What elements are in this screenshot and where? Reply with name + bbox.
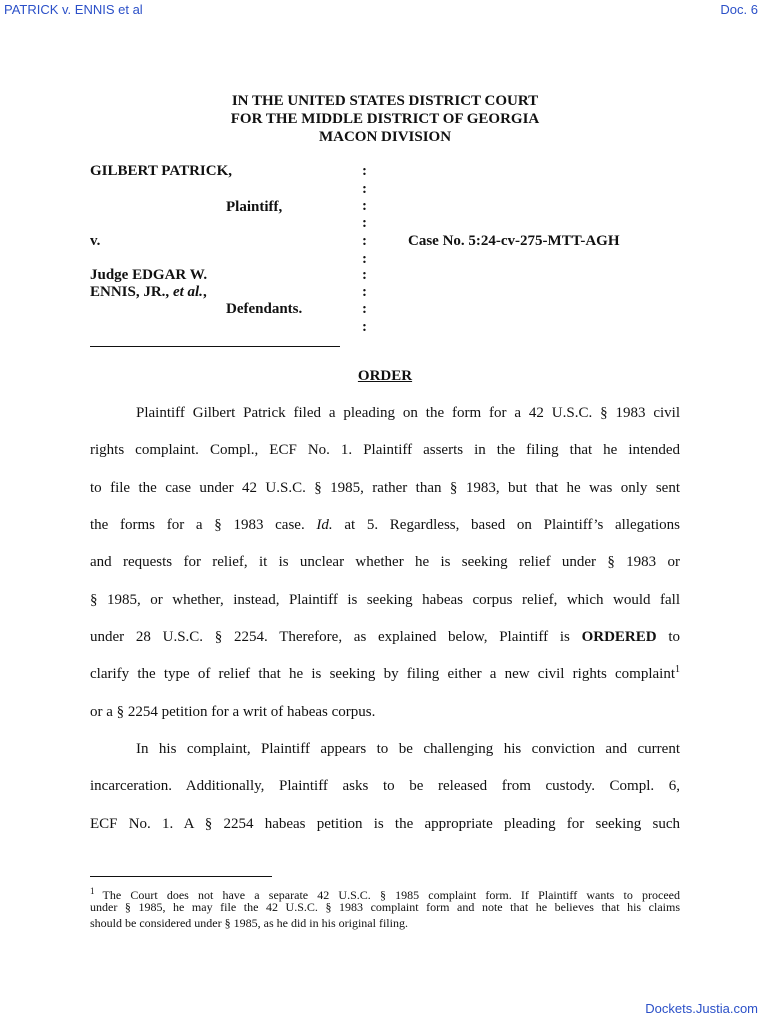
footnote-line: should be considered under § 1985, as he did in his original filing. (90, 916, 408, 930)
defendant-line-2: ENNIS, JR., et al., (90, 284, 207, 300)
caption-colon: : (362, 163, 367, 179)
body-line: under 28 U.S.C. § 2254. Therefore, as explained below, Plaintiff is ORDERED to (90, 629, 680, 645)
plaintiff-role: Plaintiff, (226, 199, 283, 215)
court-division: MACON DIVISION (318, 129, 452, 145)
footnote-line: $^1$ The Court does not have a separate 42 U.S.C. § 1985 complaint form. If Plaintiff wants to proceed (90, 886, 680, 902)
caption-colon: : (362, 251, 367, 267)
body-line: In his complaint, Plaintiff appears to be challenging his conviction and current (136, 741, 680, 757)
footnote-mark: 1 (90, 886, 95, 896)
defendant-role: Defendants. (226, 301, 303, 317)
caption-divider (90, 346, 340, 347)
body-line: rights complaint. Compl., ECF No. 1. Plaintiff asserts in the filing that he intended (90, 442, 680, 458)
case-title-link[interactable]: PATRICK v. ENNIS et al (4, 2, 143, 17)
caption-colon: : (362, 233, 367, 249)
court-name-line-2: FOR THE MIDDLE DISTRICT OF GEORGIA (230, 111, 540, 127)
defendant-line-1: Judge EDGAR W. (90, 267, 208, 283)
order-heading: ORDER (357, 368, 413, 384)
body-line: and requests for relief, it is unclear whether he is seeking relief under § 1983 or (90, 554, 680, 570)
caption-colon: : (362, 198, 367, 214)
body-line: ECF No. 1. A § 2254 habeas petition is the appropriate pleading for seeking such (90, 816, 680, 832)
body-line: or a § 2254 petition for a writ of habeas corpus. (90, 704, 376, 720)
caption-colon: : (362, 181, 367, 197)
body-line: to file the case under 42 U.S.C. § 1985, rather than § 1983, but that he was only sent (90, 480, 680, 496)
body-line: the forms for a § 1983 case. Id. at 5. Regardless, based on Plaintiff’s allegations (90, 517, 680, 533)
plaintiff-name: GILBERT PATRICK, (90, 163, 233, 179)
footnote-line: under § 1985, he may file the 42 U.S.C. § 1983 complaint form and note that he believes that his claims (90, 900, 680, 914)
footnote-divider (90, 876, 272, 877)
justia-link[interactable]: Dockets.Justia.com (645, 1001, 758, 1016)
case-number: Case No. 5:24-cv-275-MTT-AGH (408, 233, 620, 249)
footnote-reference[interactable]: 1 (675, 664, 680, 675)
body-line: clarify the type of relief that he is seeking by filing either a new civil rights complaint$^1$ (90, 664, 680, 682)
body-line: incarceration. Additionally, Plaintiff asks to be released from custody. Compl. 6, (90, 778, 680, 794)
caption-colon: : (362, 319, 367, 335)
doc-number-link[interactable]: Doc. 6 (720, 2, 758, 17)
caption-colon: : (362, 284, 367, 300)
court-name-line-1: IN THE UNITED STATES DISTRICT COURT (231, 93, 539, 109)
versus: v. (90, 233, 101, 249)
caption-colon: : (362, 215, 367, 231)
body-line: § 1985, or whether, instead, Plaintiff is seeking habeas corpus relief, which would fall (90, 592, 680, 608)
caption-colon: : (362, 301, 367, 317)
body-line: Plaintiff Gilbert Patrick filed a pleading on the form for a 42 U.S.C. § 1983 civil (136, 405, 680, 421)
caption-colon: : (362, 267, 367, 283)
